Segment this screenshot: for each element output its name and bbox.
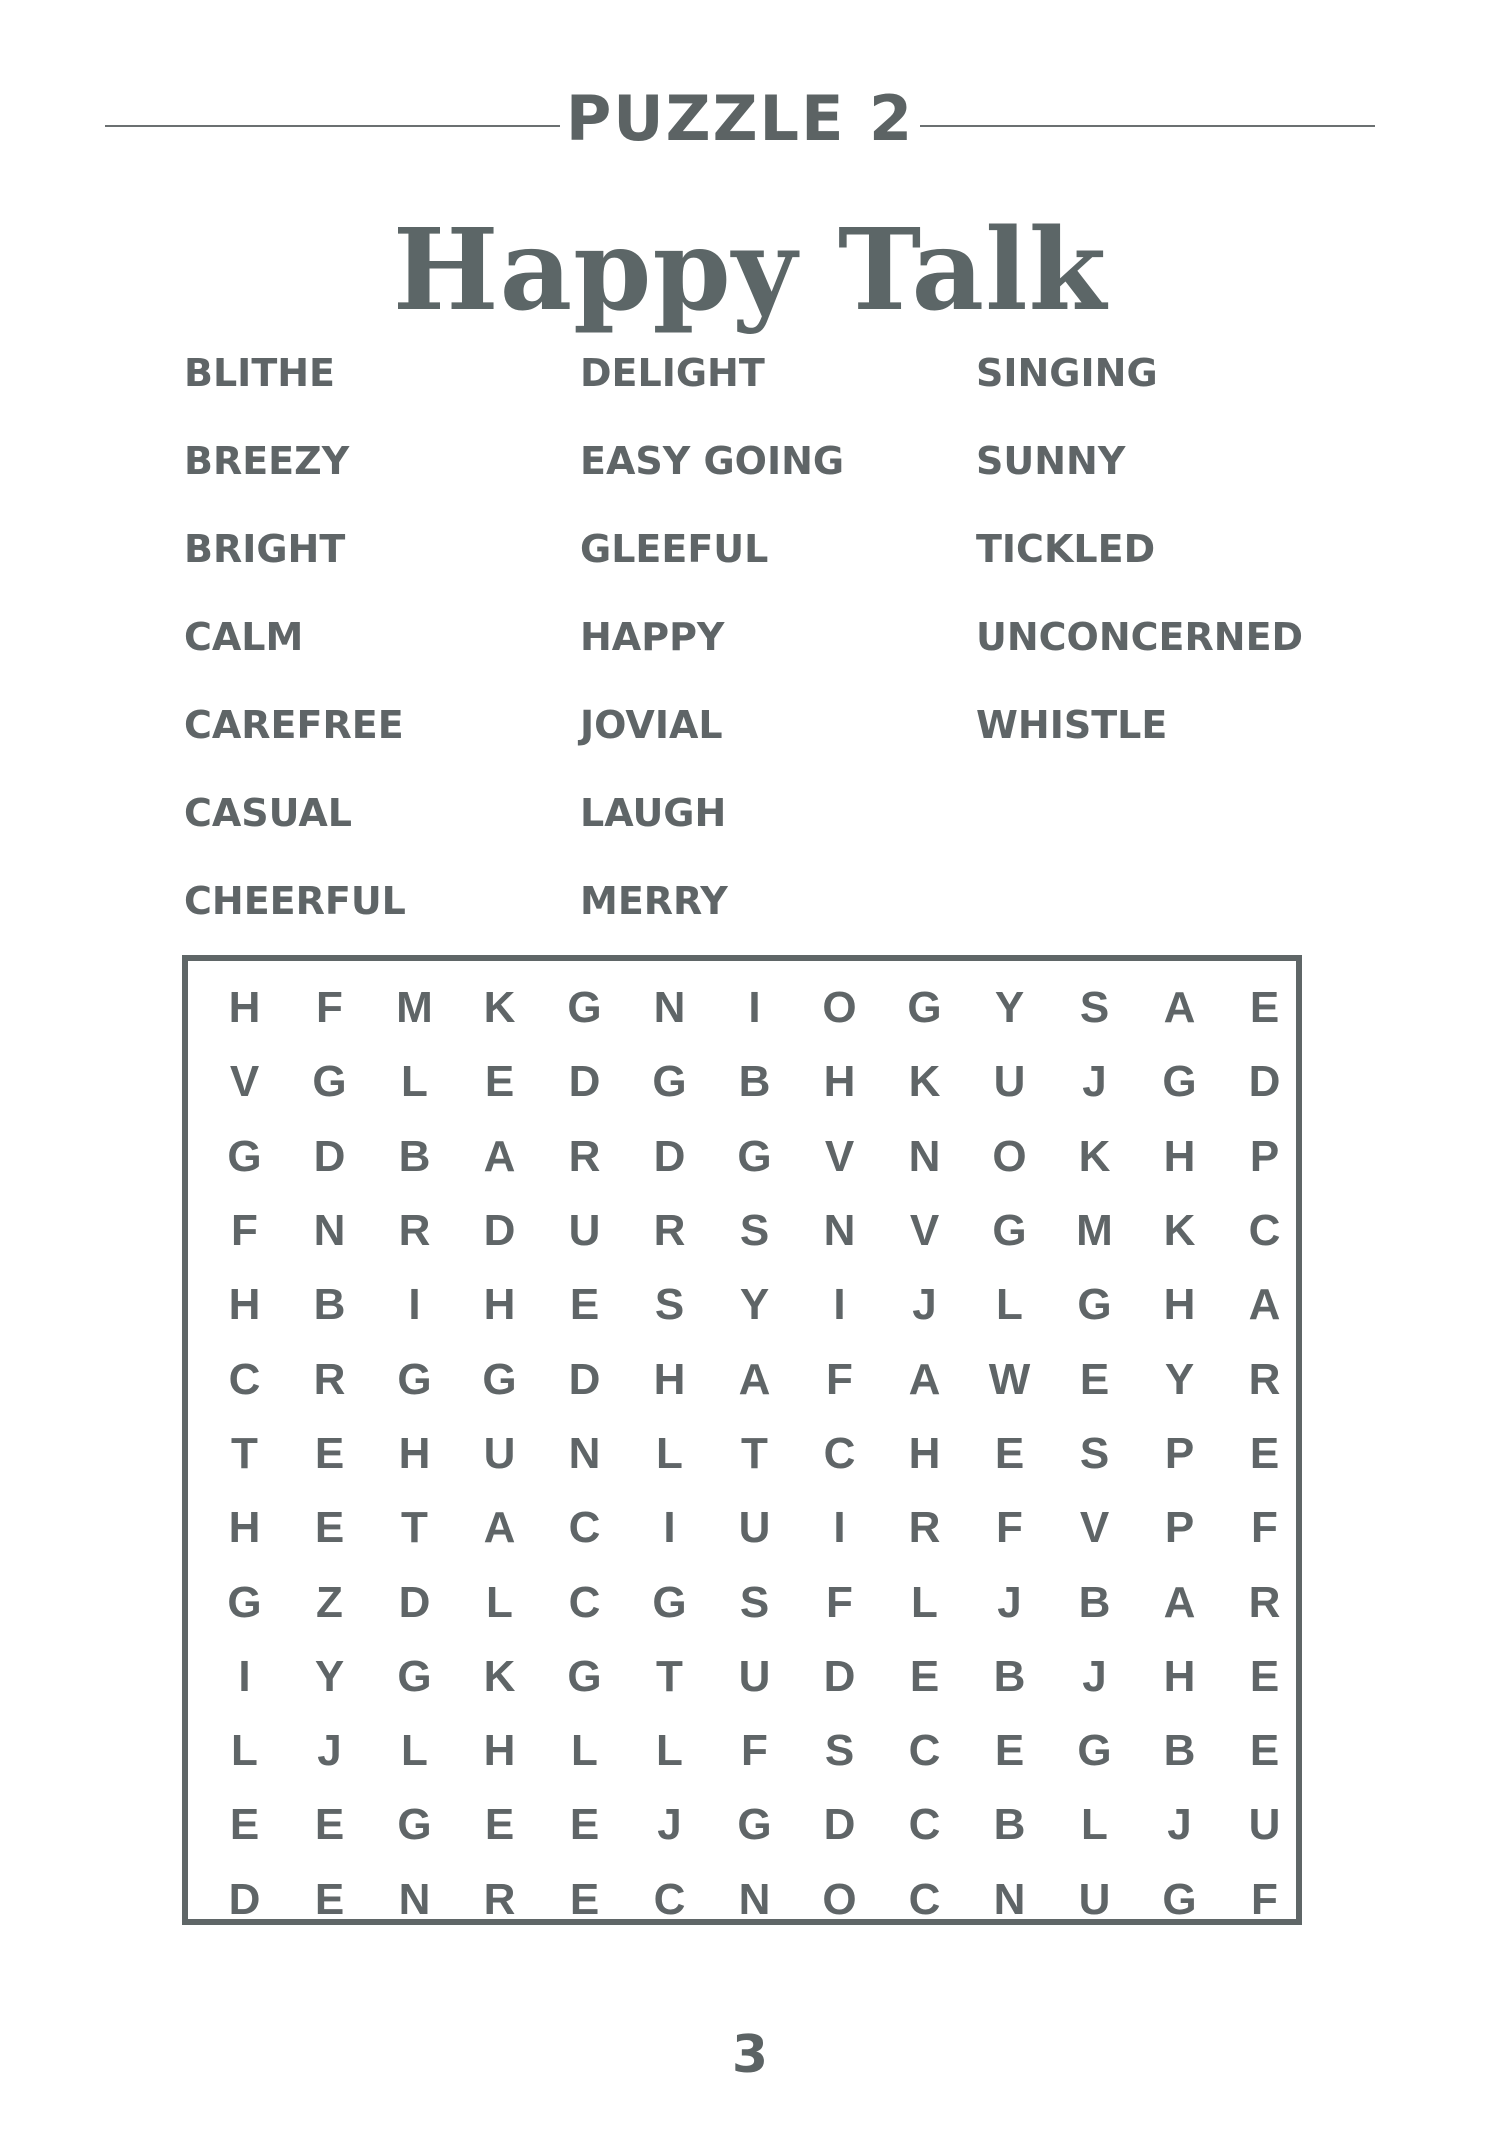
grid-letter[interactable]: S <box>824 1726 855 1776</box>
grid-letter[interactable]: E <box>909 1651 940 1701</box>
grid-letter[interactable]: H <box>653 1354 686 1404</box>
grid-letter[interactable]: K <box>908 1057 941 1107</box>
grid-letter[interactable]: G <box>227 1131 262 1181</box>
grid-letter[interactable]: Z <box>316 1577 343 1627</box>
grid-letter[interactable]: F <box>231 1206 258 1256</box>
grid-letter[interactable]: R <box>398 1206 431 1256</box>
grid-letter[interactable]: E <box>229 1800 260 1850</box>
word-list-item: UNCONCERNED <box>976 615 1304 659</box>
grid-letter[interactable]: C <box>568 1577 601 1627</box>
grid-letter[interactable]: H <box>483 1280 516 1330</box>
letter-grid-frame <box>182 955 1302 1925</box>
grid-letter[interactable]: N <box>993 1874 1026 1924</box>
grid-letter[interactable]: R <box>483 1874 516 1924</box>
grid-letter[interactable]: A <box>1248 1280 1281 1330</box>
grid-letter[interactable]: G <box>397 1651 432 1701</box>
grid-letter[interactable]: D <box>568 1354 601 1404</box>
grid-letter[interactable]: B <box>1078 1577 1111 1627</box>
grid-letter[interactable]: D <box>398 1577 431 1627</box>
word-list-item: SUNNY <box>976 439 1126 483</box>
word-list-item: HAPPY <box>580 615 725 659</box>
word-list-item: CAREFREE <box>184 703 404 747</box>
grid-letter[interactable]: G <box>992 1206 1027 1256</box>
grid-letter[interactable]: E <box>994 1428 1025 1478</box>
grid-letter[interactable]: A <box>1163 983 1196 1033</box>
grid-letter[interactable]: Y <box>994 983 1025 1033</box>
grid-letter[interactable]: U <box>483 1428 516 1478</box>
grid-letter[interactable]: N <box>908 1131 941 1181</box>
grid-letter[interactable]: E <box>569 1874 600 1924</box>
grid-letter[interactable]: I <box>748 983 761 1033</box>
word-list-column <box>580 348 844 964</box>
puzzle-label: PUZZLE 2 <box>565 82 915 155</box>
grid-letter[interactable]: T <box>231 1428 258 1478</box>
grid-letter[interactable]: A <box>908 1354 941 1404</box>
grid-letter[interactable]: H <box>228 983 261 1033</box>
grid-letter[interactable]: D <box>823 1800 856 1850</box>
grid-letter[interactable]: K <box>1078 1131 1111 1181</box>
grid-letter[interactable]: R <box>1248 1577 1281 1627</box>
grid-letter[interactable]: H <box>1163 1131 1196 1181</box>
grid-letter[interactable]: G <box>737 1800 772 1850</box>
grid-letter[interactable]: L <box>911 1577 938 1627</box>
grid-letter[interactable]: V <box>824 1131 855 1181</box>
word-list-item: WHISTLE <box>976 703 1168 747</box>
grid-letter[interactable]: N <box>313 1206 346 1256</box>
grid-letter[interactable]: I <box>833 1280 846 1330</box>
grid-letter[interactable]: Y <box>1164 1354 1195 1404</box>
word-list-item: DELIGHT <box>580 351 765 395</box>
grid-letter[interactable]: N <box>738 1874 771 1924</box>
grid-letter[interactable]: G <box>567 1651 602 1701</box>
grid-letter[interactable]: B <box>738 1057 771 1107</box>
grid-letter[interactable]: E <box>1249 1726 1280 1776</box>
grid-letter[interactable]: L <box>656 1428 683 1478</box>
grid-letter[interactable]: S <box>739 1577 770 1627</box>
grid-letter[interactable]: F <box>996 1503 1023 1553</box>
grid-letter[interactable]: N <box>568 1428 601 1478</box>
grid-letter[interactable]: C <box>908 1726 941 1776</box>
grid-letter[interactable]: R <box>568 1131 601 1181</box>
grid-letter[interactable]: G <box>227 1577 262 1627</box>
grid-letter[interactable]: A <box>483 1503 516 1553</box>
grid-letter[interactable]: G <box>397 1354 432 1404</box>
word-list-item: EASY GOING <box>580 439 845 483</box>
grid-letter[interactable]: D <box>313 1131 346 1181</box>
grid-letter[interactable]: H <box>398 1428 431 1478</box>
grid-letter[interactable]: B <box>993 1651 1026 1701</box>
grid-letter[interactable]: H <box>1163 1280 1196 1330</box>
grid-letter[interactable]: N <box>653 983 686 1033</box>
grid-letter[interactable]: S <box>654 1280 685 1330</box>
grid-letter[interactable]: O <box>822 983 857 1033</box>
grid-letter[interactable]: E <box>314 1874 345 1924</box>
grid-letter[interactable]: U <box>738 1651 771 1701</box>
grid-letter[interactable]: N <box>398 1874 431 1924</box>
grid-letter[interactable]: H <box>483 1726 516 1776</box>
grid-letter[interactable]: U <box>738 1503 771 1553</box>
grid-letter[interactable]: H <box>908 1428 941 1478</box>
grid-letter[interactable]: U <box>993 1057 1026 1107</box>
grid-letter[interactable]: G <box>397 1800 432 1850</box>
grid-letter[interactable]: J <box>657 1800 682 1850</box>
grid-letter[interactable]: N <box>823 1206 856 1256</box>
grid-letter[interactable]: E <box>484 1800 515 1850</box>
word-list-column <box>184 348 406 964</box>
grid-letter[interactable]: C <box>653 1874 686 1924</box>
word-list-item: BLITHE <box>184 351 335 395</box>
grid-letter[interactable]: S <box>1079 1428 1110 1478</box>
grid-letter[interactable]: E <box>314 1503 345 1553</box>
grid-letter[interactable]: E <box>569 1280 600 1330</box>
grid-letter[interactable]: E <box>1249 1651 1280 1701</box>
grid-letter[interactable]: V <box>229 1057 260 1107</box>
grid-letter[interactable]: L <box>996 1280 1023 1330</box>
grid-letter[interactable]: C <box>568 1503 601 1553</box>
grid-letter[interactable]: E <box>569 1800 600 1850</box>
grid-letter[interactable]: M <box>1076 1206 1113 1256</box>
word-list-item: TICKLED <box>976 527 1156 571</box>
grid-letter[interactable]: G <box>1162 1057 1197 1107</box>
letter-grid <box>202 971 1307 1937</box>
grid-letter[interactable]: I <box>663 1503 676 1553</box>
grid-letter[interactable]: U <box>1078 1874 1111 1924</box>
grid-letter[interactable]: A <box>738 1354 771 1404</box>
grid-letter[interactable]: F <box>741 1726 768 1776</box>
grid-letter[interactable]: Y <box>739 1280 770 1330</box>
grid-letter[interactable]: C <box>908 1874 941 1924</box>
grid-letter[interactable]: J <box>912 1280 937 1330</box>
grid-letter[interactable]: H <box>1163 1651 1196 1701</box>
grid-letter[interactable]: L <box>401 1057 428 1107</box>
grid-letter[interactable]: V <box>909 1206 940 1256</box>
grid-letter[interactable]: D <box>228 1874 261 1924</box>
word-list-item: SINGING <box>976 351 1158 395</box>
grid-letter[interactable]: B <box>1163 1726 1196 1776</box>
grid-letter[interactable]: K <box>1163 1206 1196 1256</box>
grid-letter[interactable]: I <box>833 1503 846 1553</box>
grid-letter[interactable]: C <box>228 1354 261 1404</box>
word-list-item: JOVIAL <box>580 703 723 747</box>
grid-letter[interactable]: K <box>483 1651 516 1701</box>
word-list-item: CALM <box>184 615 304 659</box>
word-list-item: MERRY <box>580 879 728 923</box>
grid-letter[interactable]: K <box>483 983 516 1033</box>
grid-letter[interactable]: J <box>1082 1651 1107 1701</box>
grid-letter[interactable]: L <box>571 1726 598 1776</box>
grid-letter[interactable]: E <box>994 1726 1025 1776</box>
grid-letter[interactable]: E <box>1249 983 1280 1033</box>
grid-letter[interactable]: H <box>228 1503 261 1553</box>
grid-letter[interactable]: G <box>652 1577 687 1627</box>
grid-letter[interactable]: F <box>316 983 343 1033</box>
grid-letter[interactable]: L <box>401 1726 428 1776</box>
grid-letter[interactable]: G <box>1077 1726 1112 1776</box>
word-list-item: CASUAL <box>184 791 352 835</box>
grid-letter[interactable]: T <box>741 1428 768 1478</box>
grid-letter[interactable]: H <box>228 1280 261 1330</box>
grid-letter[interactable]: J <box>1082 1057 1107 1107</box>
grid-letter[interactable]: D <box>483 1206 516 1256</box>
grid-letter[interactable]: G <box>737 1131 772 1181</box>
grid-letter[interactable]: D <box>823 1651 856 1701</box>
grid-letter[interactable]: B <box>398 1131 431 1181</box>
grid-letter[interactable]: J <box>317 1726 342 1776</box>
word-list-item: LAUGH <box>580 791 727 835</box>
grid-letter[interactable]: R <box>1248 1354 1281 1404</box>
grid-letter[interactable]: A <box>483 1131 516 1181</box>
grid-letter[interactable]: P <box>1164 1503 1195 1553</box>
grid-letter[interactable]: S <box>1079 983 1110 1033</box>
word-list <box>184 348 1334 948</box>
grid-letter[interactable]: R <box>908 1503 941 1553</box>
grid-letter[interactable]: P <box>1249 1131 1280 1181</box>
grid-letter[interactable]: G <box>312 1057 347 1107</box>
page-number: 3 <box>731 2025 769 2085</box>
grid-letter[interactable]: D <box>568 1057 601 1107</box>
grid-letter[interactable]: V <box>1079 1503 1110 1553</box>
grid-letter[interactable]: J <box>997 1577 1022 1627</box>
grid-letter[interactable]: I <box>238 1651 251 1701</box>
grid-letter[interactable]: I <box>408 1280 421 1330</box>
grid-letter[interactable]: D <box>653 1131 686 1181</box>
grid-letter[interactable]: F <box>1251 1874 1278 1924</box>
word-list-item: BREEZY <box>184 439 350 483</box>
grid-letter[interactable]: L <box>231 1726 258 1776</box>
grid-letter[interactable]: A <box>1163 1577 1196 1627</box>
grid-letter[interactable]: U <box>568 1206 601 1256</box>
grid-letter[interactable]: F <box>826 1577 853 1627</box>
grid-letter[interactable]: L <box>486 1577 513 1627</box>
page-title: Happy Talk <box>392 205 1108 336</box>
grid-letter[interactable]: W <box>988 1354 1031 1404</box>
grid-letter[interactable]: E <box>314 1800 345 1850</box>
grid-letter[interactable]: H <box>823 1057 856 1107</box>
grid-letter[interactable]: F <box>826 1354 853 1404</box>
grid-letter[interactable]: J <box>1167 1800 1192 1850</box>
word-list-item: GLEEFUL <box>580 527 769 571</box>
grid-letter[interactable]: G <box>1077 1280 1112 1330</box>
grid-letter[interactable]: C <box>908 1800 941 1850</box>
grid-letter[interactable]: B <box>993 1800 1026 1850</box>
header-rule-right <box>920 125 1375 127</box>
grid-letter[interactable]: P <box>1164 1428 1195 1478</box>
header-rule-left <box>105 125 560 127</box>
grid-letter[interactable]: T <box>656 1651 683 1701</box>
word-list-item: CHEERFUL <box>184 879 406 923</box>
grid-letter[interactable]: B <box>313 1280 346 1330</box>
word-list-item: BRIGHT <box>184 527 346 571</box>
grid-letter[interactable]: G <box>482 1354 517 1404</box>
grid-letter[interactable]: E <box>484 1057 515 1107</box>
grid-letter[interactable]: O <box>822 1874 857 1924</box>
grid-letter[interactable]: G <box>1162 1874 1197 1924</box>
grid-letter[interactable]: D <box>1248 1057 1281 1107</box>
grid-letter[interactable]: T <box>401 1503 428 1553</box>
grid-letter[interactable]: L <box>1081 1800 1108 1850</box>
grid-letter[interactable]: C <box>1248 1206 1281 1256</box>
grid-letter[interactable]: Y <box>314 1651 345 1701</box>
grid-letter[interactable]: U <box>1248 1800 1281 1850</box>
grid-letter[interactable]: M <box>396 983 433 1033</box>
grid-letter[interactable]: E <box>314 1428 345 1478</box>
grid-letter[interactable]: O <box>992 1131 1027 1181</box>
grid-letter[interactable]: G <box>567 983 602 1033</box>
grid-letter[interactable]: G <box>652 1057 687 1107</box>
grid-letter[interactable]: C <box>823 1428 856 1478</box>
grid-letter[interactable]: E <box>1079 1354 1110 1404</box>
grid-letter[interactable]: F <box>1251 1503 1278 1553</box>
grid-letter[interactable]: R <box>653 1206 686 1256</box>
grid-letter[interactable]: S <box>739 1206 770 1256</box>
grid-letter[interactable]: L <box>656 1726 683 1776</box>
word-list-column <box>976 348 1303 788</box>
grid-letter[interactable]: R <box>313 1354 346 1404</box>
grid-letter[interactable]: E <box>1249 1428 1280 1478</box>
grid-letter[interactable]: G <box>907 983 942 1033</box>
